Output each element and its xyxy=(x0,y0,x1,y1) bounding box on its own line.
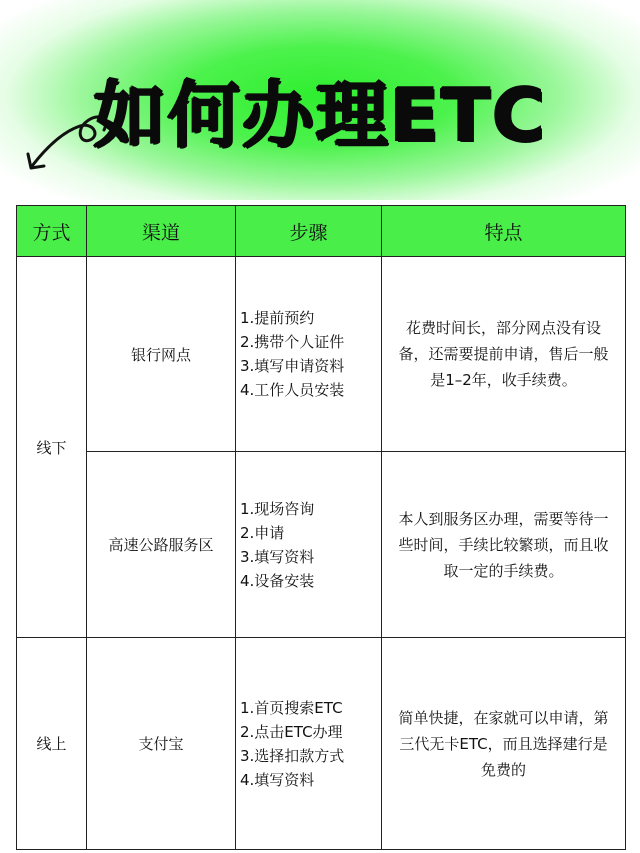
step-item: 2.点击ETC办理 xyxy=(240,722,343,741)
step-item: 2.携带个人证件 xyxy=(240,333,345,351)
step-item: 1.首页搜索ETC xyxy=(240,698,343,717)
page-title: 如何办理ETC xyxy=(93,73,547,157)
method-cell-offline: 线下 xyxy=(17,257,87,638)
features-cell-highway: 本人到服务区办理，需要等待一些时间，手续比较繁琐，而且收取一定的手续费。 xyxy=(382,452,626,638)
steps-cell-bank xyxy=(236,257,382,452)
step-item: 1.现场咨询 xyxy=(240,499,315,518)
header-channel: 渠道 xyxy=(87,206,236,257)
table-row xyxy=(17,638,626,850)
step-item: 4.填写资料 xyxy=(240,770,315,789)
etc-methods-table xyxy=(16,205,626,850)
header-features: 特点 xyxy=(382,206,626,257)
steps-cell-highway xyxy=(236,452,382,638)
step-item: 3.填写申请资料 xyxy=(240,357,345,375)
steps-cell-alipay xyxy=(236,638,382,850)
step-item: 3.填写资料 xyxy=(240,547,315,566)
features-cell-alipay: 简单快捷，在家就可以申请，第三代无卡ETC，而且选择建行是免费的 xyxy=(382,638,626,850)
header-steps: 步骤 xyxy=(236,206,382,257)
header-method: 方式 xyxy=(17,206,87,257)
step-item: 3.选择扣款方式 xyxy=(240,746,345,765)
step-item: 4.设备安装 xyxy=(240,571,315,590)
step-item: 4.工作人员安装 xyxy=(240,381,345,399)
table-row xyxy=(17,257,626,452)
features-cell-bank: 花费时间长，部分网点没有设备，还需要提前申请，售后一般是1–2年，收手续费。 xyxy=(382,257,626,452)
channel-cell-highway: 高速公路服务区 xyxy=(87,452,236,638)
method-cell-online: 线上 xyxy=(17,638,87,850)
channel-cell-alipay: 支付宝 xyxy=(87,638,236,850)
table-header-row xyxy=(17,206,626,257)
step-item: 1.提前预约 xyxy=(240,309,315,327)
table-row xyxy=(17,452,626,638)
step-item: 2.申请 xyxy=(240,523,285,542)
channel-cell-bank: 银行网点 xyxy=(87,257,236,452)
